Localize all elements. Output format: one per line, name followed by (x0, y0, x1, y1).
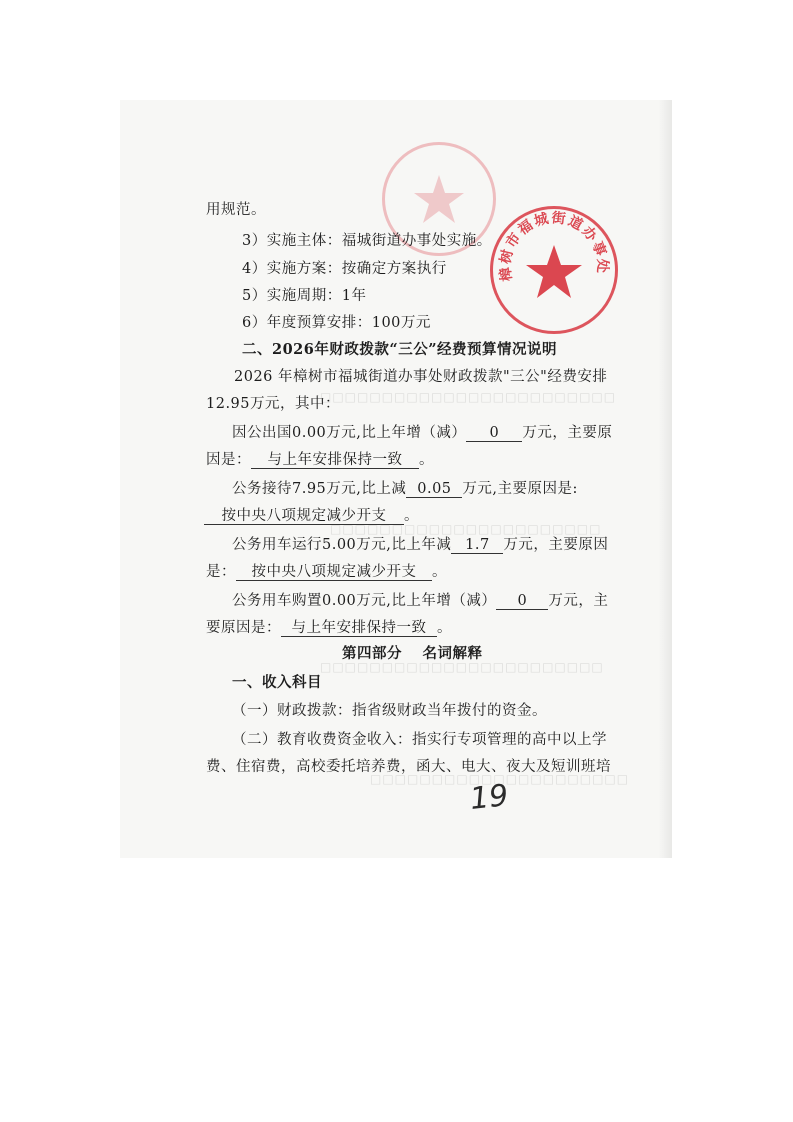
filled-blank: 按中央八项规定减少开支 (236, 564, 432, 581)
text-segment: 要原因是： (206, 620, 281, 636)
text-segment: 万元，主 (548, 593, 609, 609)
text-line (232, 424, 612, 442)
text-segment: 因是： (206, 452, 251, 468)
text-segment: 万元,主要原因是: (462, 481, 578, 497)
text-line (204, 507, 419, 525)
bleed-through-text: □□□□□□□□□□□□□□□□□□□□□□ (330, 522, 602, 536)
text-line: 2026 年樟树市福城街道办事处财政拨款"三公"经费安排 (234, 369, 608, 385)
text-segment: 万元，主要原 (522, 425, 613, 441)
text-line: 费、住宿费，高校委托培养费，函大、电大、夜大及短训班培 (206, 759, 611, 775)
filled-blank: 0.05 (406, 481, 462, 498)
text-line (206, 451, 434, 469)
bleed-through-text: □□□□□□□□□□□□□□□□□□□□□□□□ (320, 390, 617, 404)
filled-blank: 1.7 (451, 537, 503, 554)
text-segment: 。 (419, 452, 434, 468)
text-line (232, 480, 578, 498)
text-segment: 是： (206, 564, 236, 580)
text-line: （二）教育收费资金收入：指实行专项管理的高中以上学 (232, 732, 607, 748)
text-segment: 。 (404, 508, 419, 524)
text-line: 4）实施方案：按确定方案执行 (242, 261, 447, 277)
text-line (206, 563, 447, 581)
text-line: 用规范。 (206, 202, 266, 218)
page-edge-shadow (658, 100, 672, 858)
bleed-through-text: □□□□□□□□□□□□□□□□□□□□□ (370, 772, 630, 786)
filled-blank: 0 (466, 425, 522, 442)
text-segment: 万元，主要原因 (503, 537, 609, 553)
text-segment: 。 (432, 564, 447, 580)
scanned-page (120, 100, 672, 858)
text-line: 5）实施周期：1年 (242, 288, 367, 304)
text-segment: 因公出国0.00万元,比上年增（减） (232, 425, 467, 441)
text-line (232, 592, 608, 610)
text-segment: 公务接待7.95万元,比上减 (232, 481, 407, 497)
text-segment: 公务用车运行5.00万元,比上年减 (232, 537, 452, 553)
filled-blank: 按中央八项规定减少开支 (204, 508, 404, 525)
bleed-through-text: □□□□□□□□□□□□□□□□□□□□□□□ (320, 660, 604, 674)
section-heading: 二、2026年财政拨款“三公”经费预算情况说明 (242, 341, 558, 358)
section-heading: 一、收入科目 (232, 674, 322, 691)
filled-blank: 与上年安排保持一致 (251, 452, 419, 469)
text-line: 12.95万元，其中： (206, 396, 341, 412)
part-heading: 第四部分 名词解释 (342, 645, 483, 662)
text-line (206, 619, 452, 637)
text-segment: 公务用车购置0.00万元,比上年增（减） (232, 593, 497, 609)
text-line: （一）财政拨款：指省级财政当年拨付的资金。 (232, 703, 547, 719)
text-line: 3）实施主体：福城街道办事处实施。 (242, 233, 492, 249)
filled-blank: 与上年安排保持一致 (281, 620, 437, 637)
official-seal (490, 206, 618, 334)
seal-lettering: 樟树市福城街道办事处 (497, 210, 611, 283)
text-line: 6）年度预算安排：100万元 (242, 315, 431, 331)
filled-blank: 0 (496, 593, 548, 610)
official-seal-graphic (493, 209, 615, 331)
text-segment: 。 (437, 620, 452, 636)
text-line (232, 536, 608, 554)
handwritten-page-number: 19 (468, 778, 510, 817)
